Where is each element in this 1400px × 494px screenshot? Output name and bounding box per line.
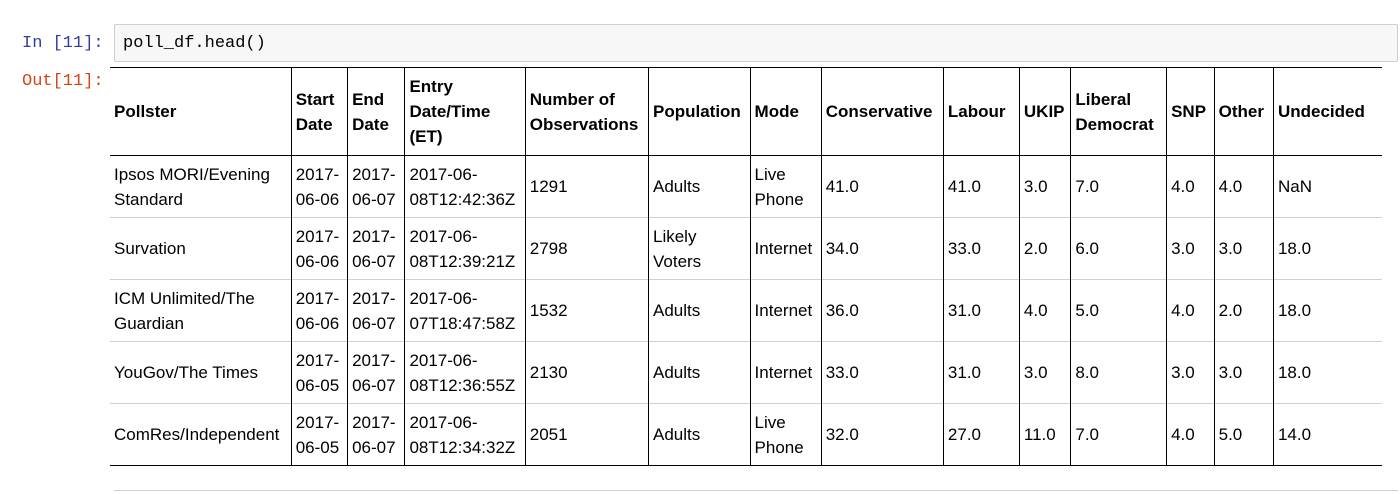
table-cell: 11.0: [1019, 404, 1070, 466]
table-cell: 34.0: [821, 218, 943, 280]
table-cell: 2017-06-07: [348, 280, 405, 342]
next-cell-border: [114, 490, 1398, 491]
input-prompt: In [11]:: [22, 34, 104, 53]
table-cell: 2017-06-08T12:39:21Z: [405, 218, 525, 280]
table-cell: 33.0: [821, 342, 943, 404]
table-row: [110, 218, 1382, 280]
table-cell: 2798: [525, 218, 648, 280]
table-cell: 2017-06-05: [291, 342, 347, 404]
table-cell: 5.0: [1214, 404, 1273, 466]
table-cell: 18.0: [1273, 342, 1382, 404]
table-cell: Adults: [648, 342, 750, 404]
output-area: [110, 67, 1382, 469]
table-cell: 2.0: [1214, 280, 1273, 342]
table-row: [110, 404, 1382, 466]
column-header-liberal-democrat: Liberal Democrat: [1071, 68, 1167, 156]
table-cell: 2051: [525, 404, 648, 466]
table-cell: 2017-06-08T12:36:55Z: [405, 342, 525, 404]
table-cell: 1291: [525, 156, 648, 218]
table-cell: 1532: [525, 280, 648, 342]
table-cell: 2017-06-07: [348, 156, 405, 218]
column-header-number-of-observations: Number of Observations: [525, 68, 648, 156]
table-cell: Ipsos MORI/Evening Standard: [114, 164, 270, 209]
output-prompt: Out[11]:: [22, 72, 104, 91]
column-header-snp: SNP: [1167, 68, 1215, 156]
column-header-ukip: UKIP: [1019, 68, 1070, 156]
column-header-end-date: End Date: [348, 68, 405, 156]
table-cell: 2017-06-07T18:47:58Z: [405, 280, 525, 342]
table-body: [110, 156, 1382, 466]
table-cell: 31.0: [943, 280, 1019, 342]
table-cell: ComRes/Independent: [114, 425, 280, 444]
table-cell: 3.0: [1167, 218, 1215, 280]
table-cell: Likely Voters: [648, 218, 750, 280]
table-cell: 5.0: [1071, 280, 1167, 342]
table-cell: 3.0: [1019, 156, 1070, 218]
table-cell: 41.0: [821, 156, 943, 218]
table-cell: 2017-06-08T12:34:32Z: [405, 404, 525, 466]
table-cell: 4.0: [1167, 156, 1215, 218]
table-cell: Live Phone: [750, 156, 821, 218]
table-cell: 31.0: [943, 342, 1019, 404]
table-cell: Adults: [648, 280, 750, 342]
table-cell: Internet: [750, 218, 821, 280]
table-cell: 8.0: [1071, 342, 1167, 404]
table-cell: 14.0: [1273, 404, 1382, 466]
table-cell: 2017-06-06: [291, 218, 347, 280]
table-cell: 36.0: [821, 280, 943, 342]
table-cell: 4.0: [1167, 404, 1215, 466]
table-cell: Survation: [114, 239, 186, 258]
column-header-undecided: Undecided: [1273, 68, 1382, 156]
table-cell: 2130: [525, 342, 648, 404]
column-header-other: Other: [1214, 68, 1273, 156]
table-cell: 2017-06-05: [291, 404, 347, 466]
table-cell: 33.0: [943, 218, 1019, 280]
table-cell: 18.0: [1273, 280, 1382, 342]
column-header-mode: Mode: [750, 68, 821, 156]
table-cell: 2.0: [1019, 218, 1070, 280]
table-cell: Adults: [648, 156, 750, 218]
table-cell: 32.0: [821, 404, 943, 466]
table-cell: 2017-06-08T12:42:36Z: [405, 156, 525, 218]
table-cell: 7.0: [1071, 404, 1167, 466]
table-cell: 2017-06-07: [348, 342, 405, 404]
table-cell: Internet: [750, 280, 821, 342]
table-header-row: [110, 68, 1382, 156]
table-row: [110, 342, 1382, 404]
dataframe-table: [110, 67, 1382, 466]
table-cell: 3.0: [1167, 342, 1215, 404]
table-cell: 18.0: [1273, 218, 1382, 280]
table-cell: Adults: [648, 404, 750, 466]
table-cell: NaN: [1273, 156, 1382, 218]
table-cell: 3.0: [1214, 342, 1273, 404]
column-header-conservative: Conservative: [821, 68, 943, 156]
table-cell: 41.0: [943, 156, 1019, 218]
code-input-cell[interactable]: [114, 24, 1398, 62]
table-cell: 4.0: [1167, 280, 1215, 342]
table-cell: 6.0: [1071, 218, 1167, 280]
table-cell: 2017-06-06: [291, 280, 347, 342]
table-cell: 27.0: [943, 404, 1019, 466]
table-cell: 4.0: [1019, 280, 1070, 342]
column-header-labour: Labour: [943, 68, 1019, 156]
column-header-population: Population: [648, 68, 750, 156]
table-cell: Internet: [750, 342, 821, 404]
table-cell: 2017-06-07: [348, 218, 405, 280]
table-row: [110, 156, 1382, 218]
table-cell: 3.0: [1214, 218, 1273, 280]
table-cell: 4.0: [1214, 156, 1273, 218]
code-text[interactable]: poll_df.head(): [123, 34, 266, 53]
table-cell: YouGov/The Times: [114, 363, 258, 382]
table-cell: 7.0: [1071, 156, 1167, 218]
table-cell: 3.0: [1019, 342, 1070, 404]
table-row: [110, 280, 1382, 342]
table-cell: ICM Unlimited/The Guardian: [114, 288, 255, 333]
table-cell: 2017-06-07: [348, 404, 405, 466]
column-header-start-date: Start Date: [291, 68, 347, 156]
table-cell: 2017-06-06: [291, 156, 347, 218]
table-cell: Live Phone: [750, 404, 821, 466]
column-header-pollster: Pollster: [114, 102, 177, 121]
column-header-entry-date-time-et: Entry Date/Time (ET): [405, 68, 525, 156]
